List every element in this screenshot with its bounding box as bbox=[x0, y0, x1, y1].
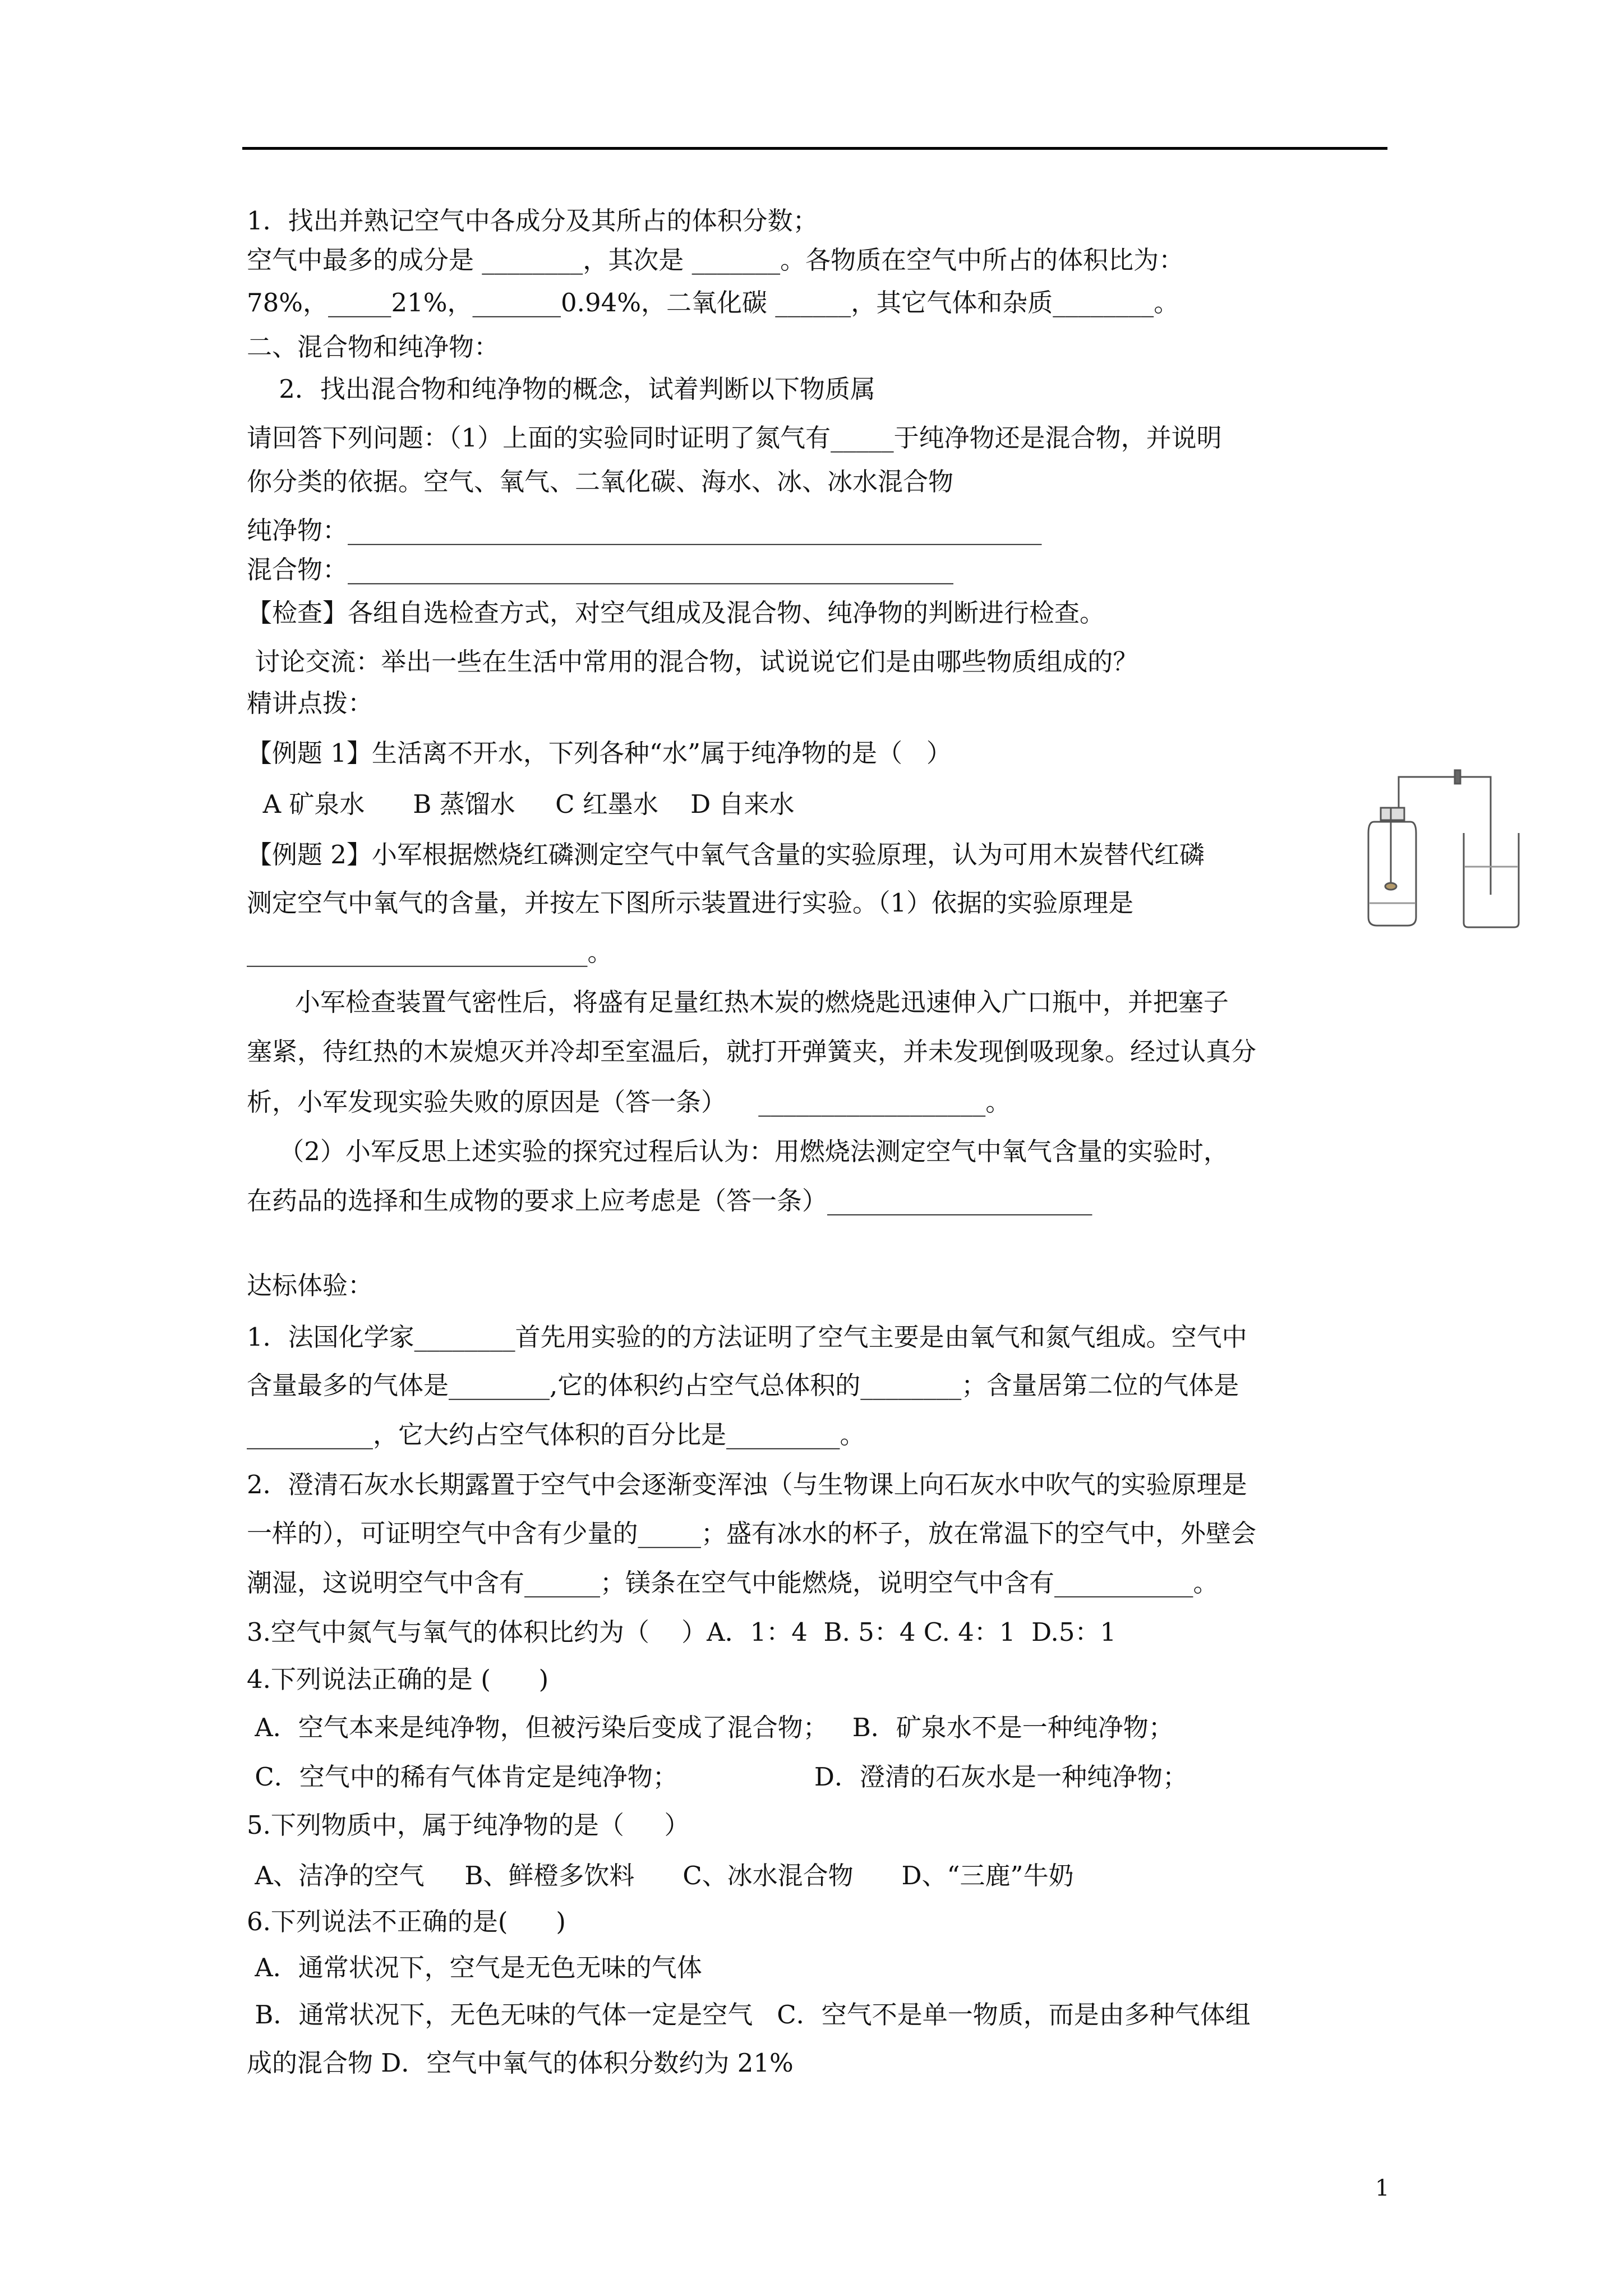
text-line: A 矿泉水 B 蒸馏水 C 红墨水 D 自来水 bbox=[247, 789, 795, 819]
text-line: 78%，_____21%，_______0.94%，二氧化碳 ______，其它气体和杂质________。 bbox=[247, 288, 1179, 318]
text-line: 一样的），可证明空气中含有少量的_____；盛有冰水的杯子，放在常温下的空气中，外壁会 bbox=[247, 1519, 1257, 1548]
text-line: 二、混合物和纯净物： bbox=[247, 332, 500, 362]
text-line: __________，它大约占空气体积的百分比是_________。 bbox=[247, 1420, 865, 1450]
text-line: 含量最多的气体是________,它的体积约占空气总体积的________；含量居第二位的气体是 bbox=[247, 1370, 1239, 1400]
bottle-stopper bbox=[1381, 808, 1404, 820]
text-line: 精讲点拨： bbox=[247, 688, 374, 718]
text-line: 小军检查装置气密性后，将盛有足量红热木炭的燃烧匙迅速伸入广口瓶中，并把塞子 bbox=[247, 987, 1229, 1017]
text-line: 3.空气中氮气与氧气的体积比约为（ ）A．1：4 B. 5：4 C. 4：1 D.5：1 bbox=[247, 1617, 1117, 1647]
text-line: A．空气本来是纯净物，但被污染后变成了混合物； B．矿泉水不是一种纯净物； bbox=[247, 1713, 1174, 1742]
text-line: B．通常状况下，无色无味的气体一定是空气 C．空气不是单一物质，而是由多种气体组 bbox=[247, 2000, 1251, 2030]
delivery-tube bbox=[1399, 777, 1491, 895]
text-line: ___________________________。 bbox=[247, 937, 613, 967]
text-line: A、洁净的空气 B、鲜橙多饮料 C、冰水混合物 D、“三鹿”牛奶 bbox=[247, 1861, 1074, 1890]
text-line: 析，小军发现实验失败的原因是（答一条） __________________。 bbox=[247, 1087, 1011, 1117]
text-line: 【例题 1】生活离不开水，下列各种“水”属于纯净物的是（ ） bbox=[247, 738, 952, 768]
text-line: 2．找出混合物和纯净物的概念，试着判断以下物质属 bbox=[247, 374, 875, 404]
text-line: 讨论交流：举出一些在生活中常用的混合物，试说说它们是由哪些物质组成的？ bbox=[247, 647, 1138, 677]
text-line: C．空气中的稀有气体肯定是纯净物； D．澄清的石灰水是一种纯净物； bbox=[247, 1762, 1188, 1792]
text-line: 【检查】各组自选检查方式，对空气组成及混合物、纯净物的判断进行检查。 bbox=[247, 598, 1105, 628]
text-line: 2．澄清石灰水长期露置于空气中会逐渐变浑浊（与生物课上向石灰水中吹气的实验原理是 bbox=[247, 1470, 1247, 1499]
text-line: 1．法国化学家________首先用实验的的方法证明了空气主要是由氧气和氮气组成。空气中 bbox=[247, 1322, 1247, 1352]
text-line: 5.下列物质中，属于纯净物的是（ ） bbox=[247, 1810, 690, 1840]
text-line: 1．找出并熟记空气中各成分及其所占的体积分数； bbox=[247, 206, 818, 236]
text-line: 混合物：________________________________________________ bbox=[247, 555, 954, 585]
text-line: 4.下列说法正确的是 ( ) bbox=[247, 1664, 549, 1694]
apparatus-figure bbox=[1352, 754, 1525, 934]
text-line: 你分类的依据。空气、氧气、二氧化碳、海水、冰、冰水混合物 bbox=[247, 467, 954, 496]
text-line: 在药品的选择和生成物的要求上应考虑是（答一条）_____________________ bbox=[247, 1186, 1092, 1216]
page-number: 1 bbox=[1375, 2175, 1390, 2201]
text-line: 塞紧，待红热的木炭熄灭并冷却至室温后，就打开弹簧夹，并未发现倒吸现象。经过认真分 bbox=[247, 1037, 1257, 1066]
text-line: 成的混合物 D．空气中氧气的体积分数约为 21% bbox=[247, 2048, 794, 2078]
text-line: A．通常状况下，空气是无色无味的气体 bbox=[247, 1953, 702, 1982]
text-line: 达标体验： bbox=[247, 1271, 374, 1300]
text-line: 空气中最多的成分是 ________，其次是 _______。各物质在空气中所占的体积比为： bbox=[247, 245, 1184, 275]
text-line: 测定空气中氧气的含量，并按左下图所示装置进行实验。（1）依据的实验原理是 bbox=[247, 888, 1134, 918]
spring-clip bbox=[1455, 770, 1460, 784]
text-line: 纯净物：_______________________________________________________ bbox=[247, 516, 1042, 545]
text-line: 6.下列说法不正确的是( ) bbox=[247, 1907, 566, 1936]
text-line: 潮湿，这说明空气中含有______；镁条在空气中能燃烧，说明空气中含有___________。 bbox=[247, 1568, 1219, 1598]
header-rule bbox=[242, 147, 1387, 150]
text-line: 请回答下列问题：（1）上面的实验同时证明了氮气有_____于纯净物还是混合物，并说明 bbox=[247, 423, 1222, 453]
wide-mouth-bottle bbox=[1368, 822, 1416, 926]
text-line: （2）小军反思上述实验的探究过程后认为：用燃烧法测定空气中氧气含量的实验时， bbox=[247, 1137, 1229, 1166]
text-line: 【例题 2】小军根据燃烧红磷测定空气中氧气含量的实验原理，认为可用木炭替代红磷 bbox=[247, 840, 1205, 869]
combustion-spoon bbox=[1385, 883, 1396, 890]
